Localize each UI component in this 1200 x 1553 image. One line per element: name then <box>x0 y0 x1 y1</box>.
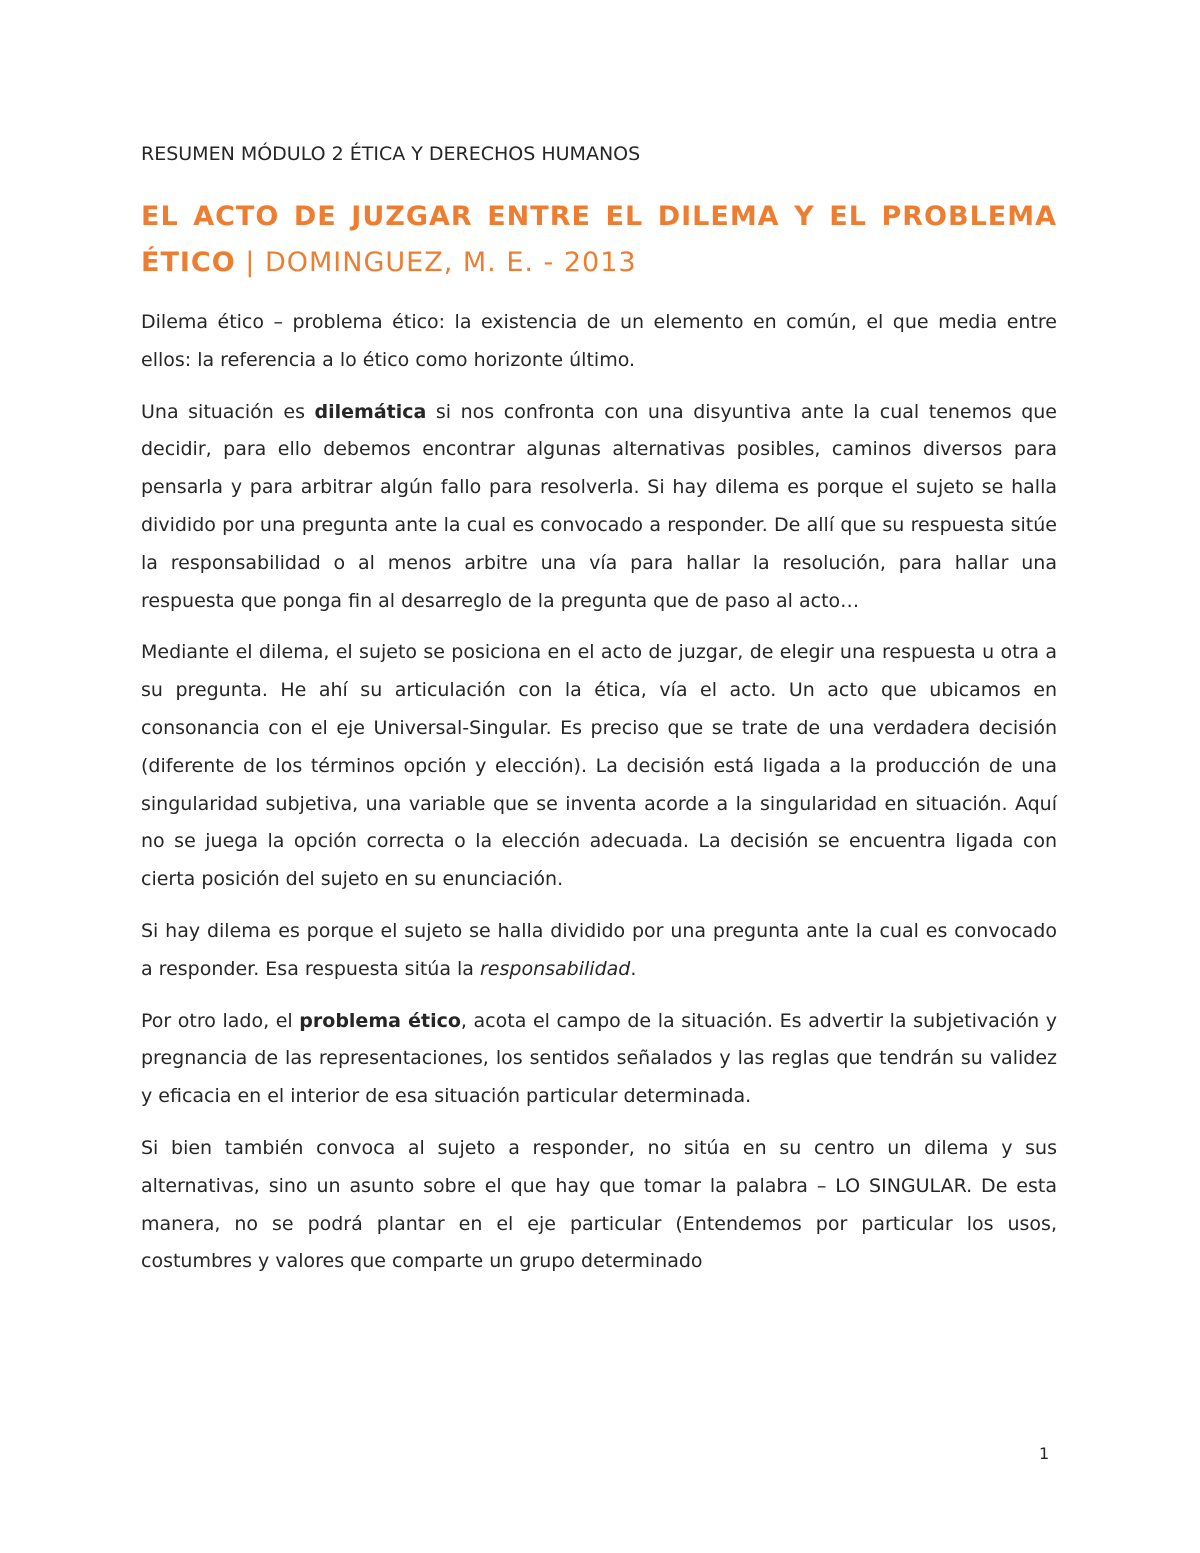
paragraph-6: Si bien también convoca al sujeto a responder, no sitúa en su centro un dilema y sus alternativas, sino un asunto sobre el que hay que tomar la palabra – LO SINGULAR. De esta manera, no se podrá plantar en el eje particular (Entendemos por particular los usos, costumbres y valores que comparte un grupo determinado <box>141 1136 1057 1273</box>
paragraph-4 <box>141 913 1057 989</box>
paragraph-4-text-c: . <box>630 957 637 980</box>
paragraph-2-text-c: si nos confronta con una disyuntiva ante la cual tenemos que decidir, para ello debemos encontrar algunas alternativas posibles, caminos diversos para pensarla y para arbitrar algún fallo para resolverla. Si hay dilema es porque el sujeto se halla dividido por una pregunta ante la cual es convocado a responder. De allí que su respuesta sitúe la responsabilidad o al menos arbitre una vía para hallar la resolución, para hallar una respuesta que ponga fin al desarreglo de la pregunta que de paso al acto… <box>141 400 1057 612</box>
paragraph-5 <box>141 1003 1057 1116</box>
paragraph-2 <box>141 394 1057 621</box>
document-page <box>141 140 1057 1295</box>
paragraph-2-emphasis: dilemática <box>314 400 427 423</box>
paragraph-5-text-a: Por otro lado, el <box>141 1009 300 1032</box>
title-main: EL ACTO DE JUZGAR ENTRE EL DILEMA Y EL PROBLEMA ÉTICO <box>141 201 1057 278</box>
paragraph-5-text-c: , acota el campo de la situación. Es advertir la subjetivación y pregnancia de las representaciones, los sentidos señalados y las reglas que tendrán su validez y eficacia en el interior de esa situación particular determinada. <box>141 1009 1057 1108</box>
document-title <box>141 194 1057 286</box>
paragraph-5-emphasis: problema ético <box>299 1009 461 1032</box>
title-author: DOMINGUEZ, M. E. - 2013 <box>264 247 637 278</box>
paragraph-1: Dilema ético – problema ético: la existencia de un elemento en común, el que media entre ellos: la referencia a lo ético como horizonte último. <box>141 311 1057 371</box>
paragraph-3: Mediante el dilema, el sujeto se posiciona en el acto de juzgar, de elegir una respuesta u otra a su pregunta. He ahí su articulación con la ética, vía el acto. Un acto que ubicamos en consonancia con el eje Universal-Singular. Es preciso que se trate de una verdadera decisión (diferente de los términos opción y elección). La decisión está ligada a la producción de una singularidad subjetiva, una variable que se inventa acorde a la singularidad en situación. Aquí no se juega la opción correcta o la elección adecuada. La decisión se encuentra ligada con cierta posición del sujeto en su enunciación. <box>141 641 1057 891</box>
title-separator: | <box>235 247 265 278</box>
paragraph-4-emphasis: responsabilidad <box>480 957 631 980</box>
page-number: 1 <box>1039 1444 1050 1463</box>
paragraph-4-text-a: Si hay dilema es porque el sujeto se halla dividido por una pregunta ante la cual es convocado a responder. Esa respuesta sitúa la <box>141 919 1057 980</box>
paragraph-2-text-a: Una situación es <box>141 400 315 423</box>
document-header: RESUMEN MÓDULO 2 ÉTICA Y DERECHOS HUMANOS <box>141 143 641 165</box>
